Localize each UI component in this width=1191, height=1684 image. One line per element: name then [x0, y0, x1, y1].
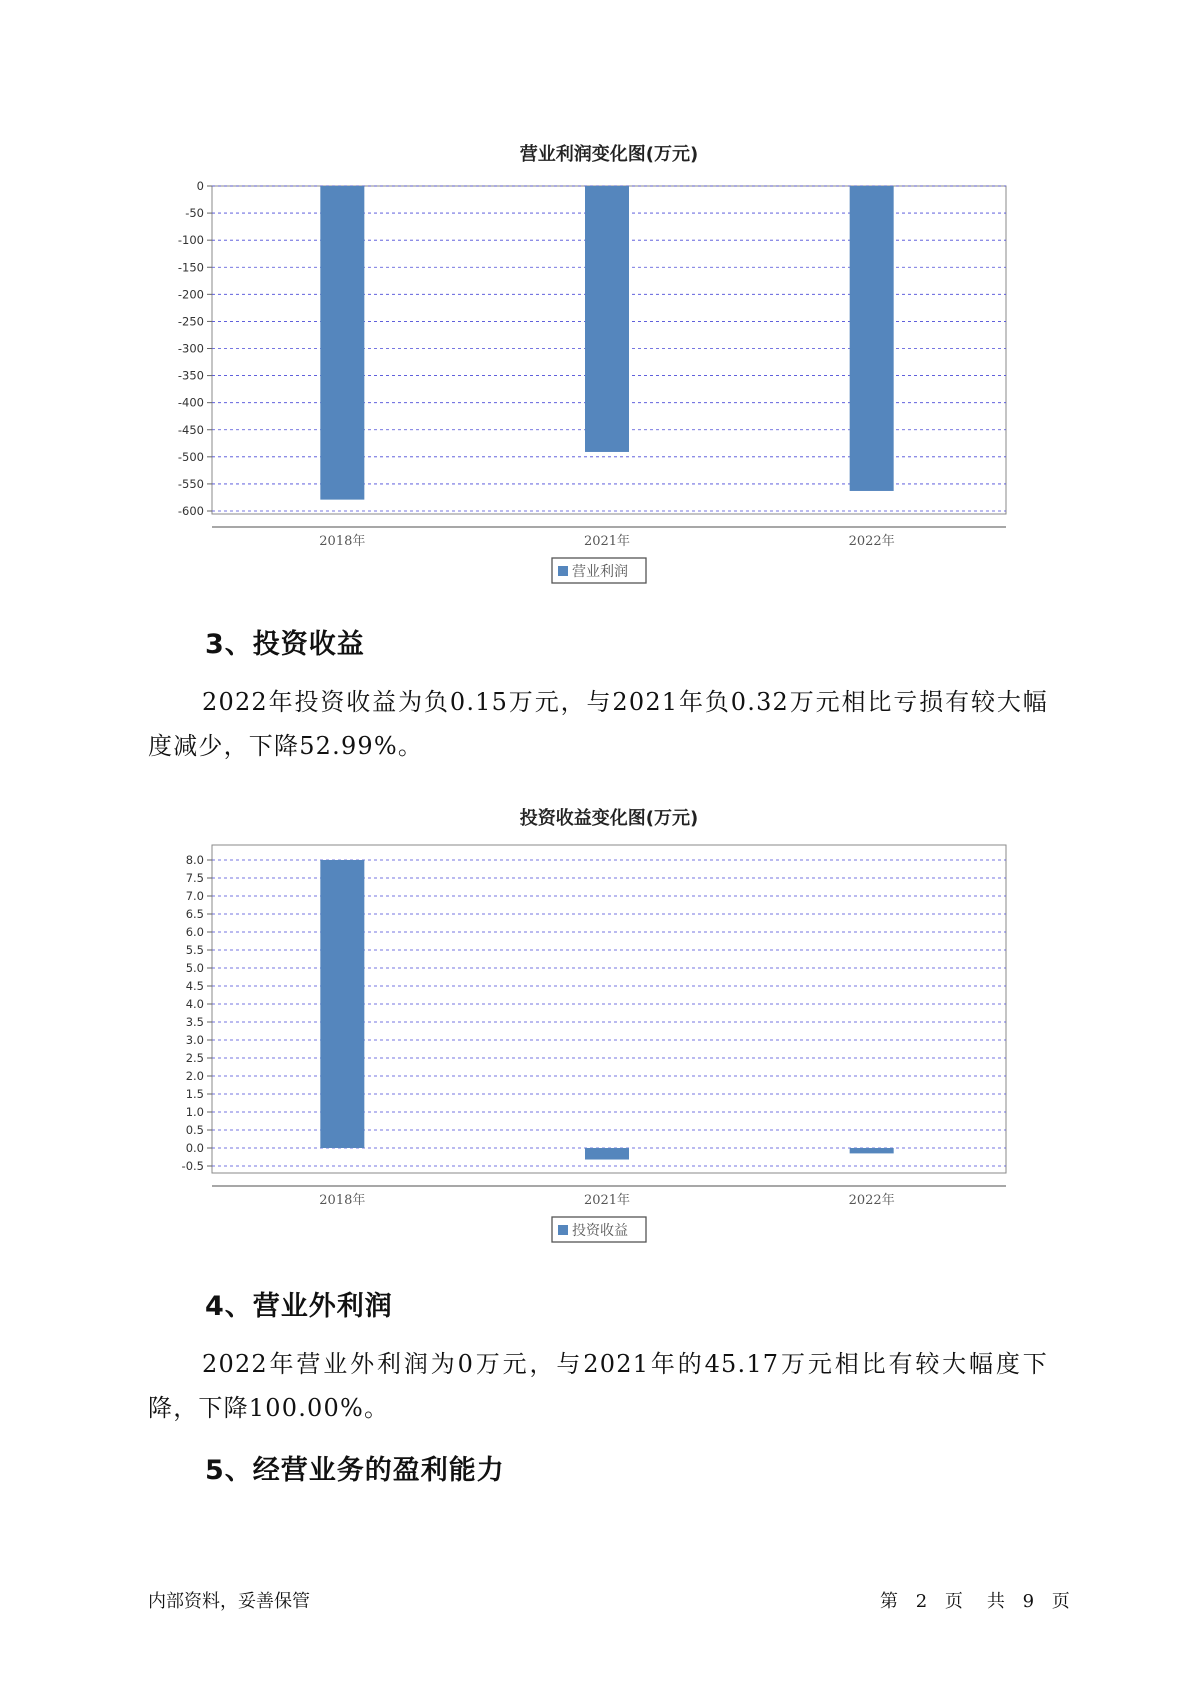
y-tick-label: 4.0	[185, 997, 204, 1011]
operating-profit-chart	[0, 130, 1191, 595]
y-tick-label: 5.5	[185, 943, 204, 957]
y-tick-label: -550	[177, 476, 204, 491]
section-3-heading: 3、投资收益	[205, 629, 365, 660]
x-category-label: 2022年	[848, 1193, 895, 1208]
y-tick-label: -600	[177, 504, 204, 518]
legend-swatch	[558, 566, 568, 576]
y-tick-label: 5.0	[185, 961, 204, 975]
x-category-label: 2021年	[583, 534, 631, 549]
legend-label: 投资收益	[572, 1223, 628, 1239]
operating-profit-chart-svg	[0, 130, 1191, 595]
bar-2018年	[320, 186, 364, 500]
y-tick-label: -450	[177, 422, 204, 437]
investment-income-chart	[0, 794, 1191, 1259]
legend-swatch	[558, 1225, 568, 1235]
y-tick-label: 1.5	[185, 1087, 204, 1101]
y-tick-label: -0.5	[181, 1159, 204, 1173]
section-4-heading: 4、营业外利润	[205, 1291, 393, 1322]
section-3-paragraph: 2022年投资收益为负0.15万元，与2021年负0.32万元相比亏损有较大幅度减少，下降52.99%。	[148, 688, 1048, 760]
footer-confidential-note: 内部资料，妥善保管	[148, 1591, 310, 1612]
bar-2021年	[585, 186, 629, 452]
y-tick-label: 2.5	[185, 1051, 204, 1065]
y-tick-label: -100	[177, 233, 204, 248]
chart-title: 投资收益变化图(万元)	[519, 808, 699, 829]
y-tick-label: -50	[185, 206, 204, 221]
x-category-label: 2018年	[319, 534, 366, 549]
y-tick-label: 0.5	[185, 1123, 204, 1137]
y-tick-label: -400	[177, 395, 204, 410]
y-tick-label: 8.0	[185, 853, 204, 867]
bar-2022年	[850, 186, 894, 491]
investment-income-chart-svg	[0, 794, 1191, 1259]
chart-title: 营业利润变化图(万元)	[519, 144, 699, 165]
y-tick-label: 7.0	[185, 889, 204, 903]
legend-label: 营业利润	[572, 564, 628, 580]
footer-page-number: 第 2 页 共 9 页	[880, 1591, 1073, 1612]
y-tick-label: -300	[177, 341, 204, 356]
x-category-label: 2018年	[319, 1193, 366, 1208]
y-tick-label: -200	[177, 287, 204, 302]
x-category-label: 2022年	[848, 534, 895, 549]
bar-2022年	[850, 1148, 894, 1153]
y-tick-label: 2.0	[185, 1069, 204, 1083]
section-4-paragraph: 2022年营业外利润为0万元，与2021年的45.17万元相比有较大幅度下降，下降100.00%。	[148, 1350, 1048, 1422]
y-tick-label: 0.0	[185, 1141, 204, 1155]
y-tick-label: -500	[177, 449, 204, 464]
y-tick-label: 6.0	[185, 925, 204, 939]
section-5-heading: 5、经营业务的盈利能力	[205, 1455, 505, 1486]
y-tick-label: 0	[196, 179, 204, 193]
y-tick-label: -150	[177, 260, 204, 275]
y-tick-label: 4.5	[185, 979, 204, 993]
y-tick-label: 6.5	[185, 907, 204, 921]
y-tick-label: 3.5	[185, 1015, 204, 1029]
y-tick-label: 1.0	[185, 1105, 204, 1119]
x-category-label: 2021年	[583, 1193, 631, 1208]
bar-2021年	[585, 1148, 629, 1160]
y-tick-label: 3.0	[185, 1033, 204, 1047]
y-tick-label: -350	[177, 368, 204, 383]
y-tick-label: 7.5	[185, 871, 204, 885]
y-tick-label: -250	[177, 314, 204, 329]
bar-2018年	[320, 860, 364, 1148]
